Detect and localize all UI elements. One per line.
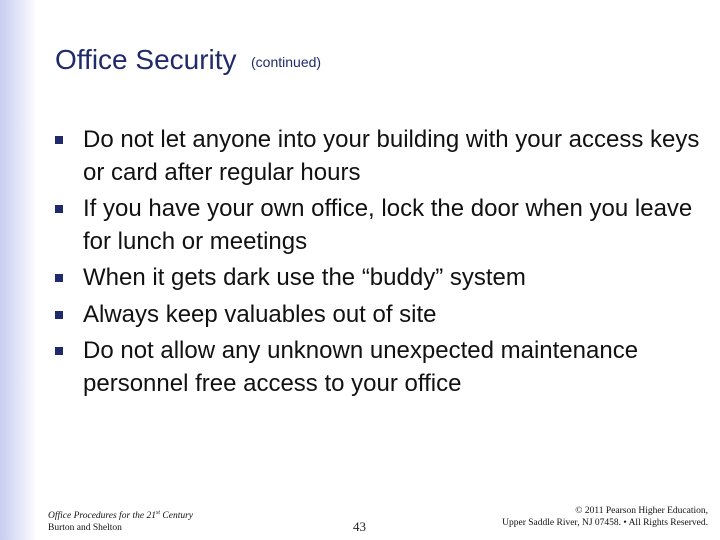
bullet-text: Do not let anyone into your building with your access keys or card after regular hours: [83, 126, 700, 186]
square-bullet-icon: [55, 136, 63, 144]
copyright-line-1: © 2011 Pearson Higher Education,: [575, 506, 708, 516]
square-bullet-icon: [55, 205, 63, 213]
bullet-list: [55, 124, 715, 404]
footer-book-credit: [48, 507, 193, 534]
footer-book-title: Office Procedures for the 21st Century: [48, 510, 193, 522]
footer-copyright: [502, 505, 708, 529]
square-bullet-icon: [55, 274, 63, 282]
bullet-item: [55, 262, 715, 295]
slide-title-row: [55, 44, 321, 76]
bullet-text: Do not allow any unknown unexpected maintenance personnel free access to your office: [83, 337, 639, 397]
bullet-text: If you have your own office, lock the door when you leave for lunch or meetings: [83, 195, 693, 255]
bullet-item: [55, 124, 715, 189]
slide-title: Office Security: [55, 44, 237, 75]
bullet-text: When it gets dark use the “buddy” system: [83, 264, 526, 291]
bullet-text: Always keep valuables out of site: [83, 300, 437, 328]
footer-authors: Burton and Shelton: [48, 523, 122, 534]
page-number: 43: [353, 519, 366, 534]
copyright-line-2: Upper Saddle River, NJ 07458. • All Rights Reserved.: [502, 518, 708, 528]
square-bullet-icon: [55, 347, 63, 355]
bullet-item: [55, 299, 715, 332]
square-bullet-icon: [55, 311, 63, 319]
slide-subtitle: (continued): [251, 54, 322, 70]
bullet-item: [55, 335, 715, 400]
decorative-side-bar: [0, 0, 36, 540]
bullet-item: [55, 193, 715, 258]
